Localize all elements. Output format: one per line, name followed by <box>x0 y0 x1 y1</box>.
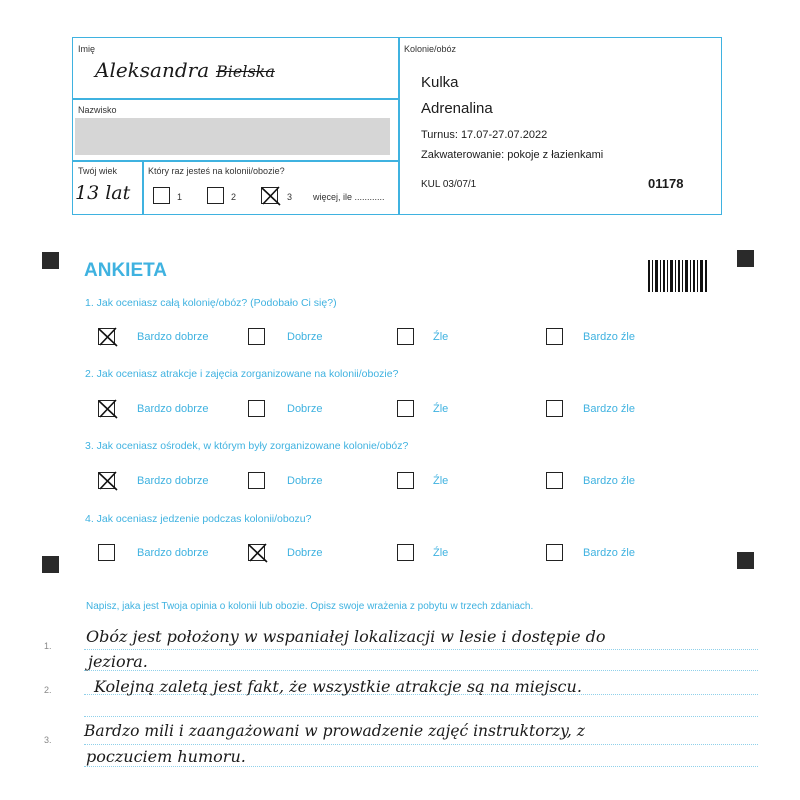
nazwisko-label: Nazwisko <box>78 105 117 115</box>
q3-option-bardzo-zle: Bardzo źle <box>583 475 635 487</box>
nazwisko-redacted <box>75 118 390 155</box>
question-3: 3. Jak oceniasz ośrodek, w którym były zorganizowane kolonie/obóz? <box>85 440 409 452</box>
ktory-raz-option-2: 2 <box>231 192 237 202</box>
kolonia-code: KUL 03/07/1 <box>421 179 477 190</box>
imie-value[interactable]: Aleksandra <box>95 58 210 82</box>
answer-line <box>84 716 758 717</box>
wiek-value[interactable]: 13 lat <box>75 182 131 204</box>
zakwaterowanie-text: Zakwaterowanie: pokoje z łazienkami <box>421 149 604 161</box>
q1-option-zle: Źle <box>433 331 449 343</box>
q1-option-bardzo-dobrze: Bardzo dobrze <box>137 331 209 343</box>
q2-option-bardzo-zle: Bardzo źle <box>583 403 635 415</box>
ktory-raz-option-3: 3 <box>287 192 293 202</box>
line-number-1: 1. <box>44 641 52 651</box>
kolonia-name-1: Kulka <box>421 74 459 91</box>
q1-option-bardzo-zle: Bardzo źle <box>583 331 635 343</box>
ktory-raz-option-more: więcej, ile ............ <box>313 192 385 202</box>
opinion-line-3b[interactable]: poczuciem humoru. <box>86 747 246 766</box>
q4-option-bardzo-zle: Bardzo źle <box>583 547 635 559</box>
ktory-raz-checkbox-1[interactable] <box>153 187 170 204</box>
check-mark-icon <box>246 541 270 565</box>
q4-dobrze-checkbox[interactable] <box>248 544 265 561</box>
barcode-icon <box>648 260 708 292</box>
q3-bardzo-dobrze-checkbox[interactable] <box>98 472 115 489</box>
corner-marker <box>42 252 59 269</box>
answer-line <box>84 670 758 671</box>
q2-dobrze-checkbox[interactable] <box>248 400 265 417</box>
check-mark-icon <box>96 469 120 493</box>
question-4: 4. Jak oceniasz jedzenie podczas kolonii/obozu? <box>85 513 312 525</box>
q2-option-bardzo-dobrze: Bardzo dobrze <box>137 403 209 415</box>
opinion-line-3[interactable]: Bardzo mili i zaangażowani w prowadzenie zajęć instruktorzy, z <box>84 722 585 740</box>
answer-line <box>84 766 758 767</box>
opinion-line-1[interactable]: Obóz jest położony w wspaniałej lokalizacji w lesie i dostępie do <box>86 627 606 646</box>
question-2: 2. Jak oceniasz atrakcje i zajęcia zorganizowane na kolonii/obozie? <box>85 368 399 380</box>
kolonia-label: Kolonie/obóz <box>404 44 457 54</box>
answer-line <box>84 744 758 745</box>
q1-dobrze-checkbox[interactable] <box>248 328 265 345</box>
q3-option-zle: Źle <box>433 475 449 487</box>
ktory-raz-checkbox-2[interactable] <box>207 187 224 204</box>
ktory-raz-checkbox-3[interactable] <box>261 187 278 204</box>
check-mark-icon <box>259 184 283 208</box>
corner-marker <box>42 556 59 573</box>
check-mark-icon <box>96 325 120 349</box>
line-number-2: 2. <box>44 685 52 695</box>
answer-line <box>84 649 758 650</box>
q3-option-dobrze: Dobrze <box>287 475 323 487</box>
q2-option-zle: Źle <box>433 403 449 415</box>
turnus-text: Turnus: 17.07-27.07.2022 <box>421 129 548 141</box>
q4-bardzo-dobrze-checkbox[interactable] <box>98 544 115 561</box>
imie-label: Imię <box>78 44 96 54</box>
opinion-line-2[interactable]: Kolejną zaletą jest fakt, że wszystkie atrakcje są na miejscu. <box>94 677 582 696</box>
ktory-raz-label: Który raz jesteś na kolonii/obozie? <box>148 166 285 176</box>
imie-struck: Bielska <box>216 62 275 81</box>
q2-bardzo-dobrze-checkbox[interactable] <box>98 400 115 417</box>
q3-zle-checkbox[interactable] <box>397 472 414 489</box>
q1-zle-checkbox[interactable] <box>397 328 414 345</box>
opinion-line-1b[interactable]: jeziora. <box>88 652 148 671</box>
q4-bardzo-zle-checkbox[interactable] <box>546 544 563 561</box>
q2-zle-checkbox[interactable] <box>397 400 414 417</box>
q3-dobrze-checkbox[interactable] <box>248 472 265 489</box>
kolonia-name-2: Adrenalina <box>421 100 493 117</box>
document-number: 01178 <box>648 176 684 191</box>
q3-option-bardzo-dobrze: Bardzo dobrze <box>137 475 209 487</box>
q3-bardzo-zle-checkbox[interactable] <box>546 472 563 489</box>
check-mark-icon <box>96 397 120 421</box>
q2-bardzo-zle-checkbox[interactable] <box>546 400 563 417</box>
q1-bardzo-zle-checkbox[interactable] <box>546 328 563 345</box>
q1-bardzo-dobrze-checkbox[interactable] <box>98 328 115 345</box>
line-number-3: 3. <box>44 735 52 745</box>
q4-option-zle: Źle <box>433 547 449 559</box>
q4-option-dobrze: Dobrze <box>287 547 323 559</box>
q4-zle-checkbox[interactable] <box>397 544 414 561</box>
q2-option-dobrze: Dobrze <box>287 403 323 415</box>
q1-option-dobrze: Dobrze <box>287 331 323 343</box>
corner-marker <box>737 250 754 267</box>
opinion-prompt: Napisz, jaka jest Twoja opinia o kolonii lub obozie. Opisz swoje wrażenia z pobytu w trzech zdaniach. <box>86 601 534 612</box>
question-1: 1. Jak oceniasz całą kolonię/obóz? (Podobało Ci się?) <box>85 297 337 309</box>
corner-marker <box>737 552 754 569</box>
q4-option-bardzo-dobrze: Bardzo dobrze <box>137 547 209 559</box>
wiek-label: Twój wiek <box>78 166 118 176</box>
ktory-raz-option-1: 1 <box>177 192 183 202</box>
survey-title: ANKIETA <box>84 260 168 281</box>
